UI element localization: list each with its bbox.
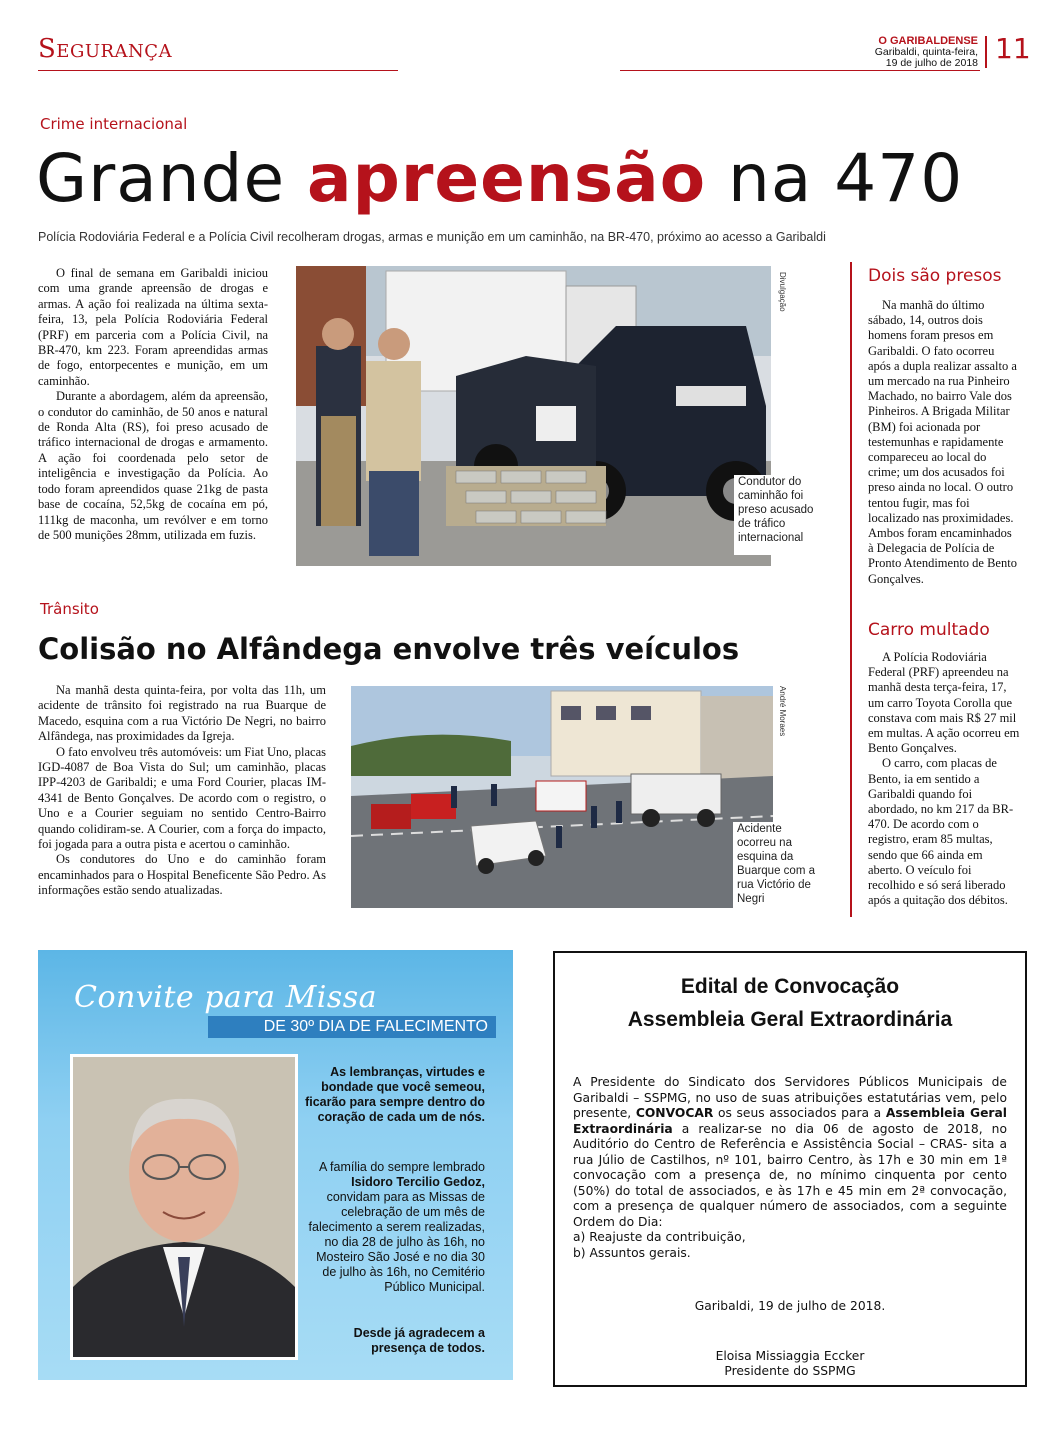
header-rule-left xyxy=(38,70,398,71)
edital-body-a: A Presidente do Sindicato dos Servidores Públicos Municipais de Garibaldi – SSPMG, no uso de suas atribuições estatutárias vem, pelo presente, xyxy=(573,1075,1007,1120)
article1-paragraph: Durante a abordagem, além da apreensão, o condutor do caminhão, de 50 anos e natural de Ronda Alta (RS), foi preso acusado de tráfico internacional de drogas e armamento. A ação foi coordenada pelo setor de inteligência e investigação da Polícia. Ao todo foram apreendidos quase 21kg de pasta base de cocaína, 52,5kg de cocaína em pó, 111kg de maconha, um revólver e em torno de 500 munições 28mm, utilizada em fuzis. xyxy=(38,389,268,542)
edital-item: a) Reajuste da contribuição, xyxy=(573,1230,746,1244)
edital-convocar: CONVOCAR xyxy=(635,1106,714,1120)
article2-paragraph: O fato envolveu três automóveis: um Fiat Uno, placas IGD-4087 de Boa Vista do Sul; um caminhão, placas IPP-4203 de Garibaldi; e uma Ford Courier, placas IM-4341 de Bento Gonçalves. De acordo com o registro, o Uno e a Courier seguiam no sentido Centro-Bairro quando colidiram-se. A Courier, com a força do impacto, foi jogada para a outra pista e acertou o caminhão. xyxy=(38,744,326,852)
edital-date: Garibaldi, 19 de julho de 2018. xyxy=(694,1299,886,1313)
ad-band: DE 30º DIA DE FALECIMENTO xyxy=(208,1016,496,1038)
article2-photo xyxy=(351,686,773,908)
article1-caption: Condutor do caminhão foi preso acusado de tráfico internacional xyxy=(734,475,816,555)
article2-paragraph: Na manhã desta quinta-feira, por volta das 11h, um acidente de trânsito foi registrado na rua Buarque de Macedo, esquina com a rua Victório De Negri, no bairro Alfândega, nas proximidades da Igreja. xyxy=(38,683,326,744)
ad-script-title: Convite para Missa xyxy=(74,980,378,1015)
ad-portrait xyxy=(70,1054,298,1360)
article2-body xyxy=(38,683,326,899)
article2-caption: Acidente ocorreu na esquina da Buarque com a rua Victório de Negri xyxy=(733,822,819,908)
sidebar1-title: Dois são presos xyxy=(868,266,1002,286)
article1-photo-credit: Divulgação xyxy=(778,272,787,312)
edital-assembleia: Assembleia Geral Extraordinária xyxy=(573,1106,1007,1136)
ad-invite-pre: A família do sempre lembrado xyxy=(318,1160,485,1174)
article2-headline: Colisão no Alfândega envolve três veículos xyxy=(38,632,740,666)
header-rule-right xyxy=(620,70,980,71)
article1-headline xyxy=(36,140,963,217)
edital-item: b) Assuntos gerais. xyxy=(573,1245,691,1260)
page-number-separator xyxy=(985,36,987,68)
article1-body xyxy=(38,266,268,543)
police-seizure-illustration xyxy=(296,266,771,566)
ad-verse: As lembranças, virtudes e bondade que você semeou, ficarão para sempre dentro do coração de cada um de nós. xyxy=(305,1065,485,1124)
accident-scene-illustration xyxy=(351,686,773,908)
edital-body-b: os seus associados para a xyxy=(713,1106,886,1120)
ad-thanks: Desde já agradecem a presença de todos. xyxy=(353,1326,485,1355)
masthead xyxy=(875,36,978,69)
ad-invite-post: convidam para as Missas de celebração de um mês de falecimento a serem realizadas, no dia 28 de julho às 16h, no Mosteiro São José e no dia 30 de julho às 16h, no Cemitério Público Municipal. xyxy=(308,1190,485,1294)
ad-invite xyxy=(300,1160,485,1295)
dateline-line1: Garibaldi, quinta-feira, xyxy=(874,46,978,58)
article1-kicker: Crime internacional xyxy=(40,115,188,133)
edital-title2: Assembleia Geral Extraordinária xyxy=(627,1008,953,1031)
sidebar2-paragraph: A Polícia Rodoviária Federal (PRF) apreendeu na manhã desta terça-feira, 17, um carro Toyota Corolla que constava com mais R$ 27 mil em multas. A ação ocorreu em Bento Gonçalves. xyxy=(868,650,1020,756)
edital-body-c: a realizar-se no dia 06 de agosto de 2018, no Auditório do Centro de Referência e Assistência Social – CRAS- sita a rua Júlio de Castilhos, nº 101, bairro Centro, às 17h e 30 min em 1ª convocação com a presença de, no mínimo cinquenta por cento (50%) do total de associados, e às 17h e 45 min em 2ª convocação, com a presença de qualquer número de associados, com a seguinte Ordem do Dia: xyxy=(573,1121,1007,1229)
edital-box xyxy=(553,951,1027,1387)
article1-paragraph: O final de semana em Garibaldi iniciou com uma grande apreensão de drogas e armas. A ação foi realizada na última sexta-feira, 13, pela Polícia Rodoviária Federal (PRF) em parceria com a Polícia Civil, na BR-470, km 223. Foram apreendidas armas de fogo, entorpecentes e munição, em um caminhão. xyxy=(38,266,268,388)
article1-photo xyxy=(296,266,771,566)
sidebar2-body xyxy=(868,650,1020,908)
ad-deceased-name: Isidoro Tercilio Gedoz, xyxy=(351,1175,485,1189)
edital-signer: Eloisa Missiaggia Eccker xyxy=(715,1349,865,1363)
sidebar-rule xyxy=(850,262,852,917)
edital-body xyxy=(573,1075,1007,1261)
sidebar2-paragraph: O carro, com placas de Bento, ia em sentido a Garibaldi quando foi abordado, no km 217 da BR-470. De acordo com o registro, eram 85 multas, sendo que 66 ainda em aberto. O veículo foi recolhido e só será liberado após a quitação dos débitos. xyxy=(868,756,1014,908)
dateline-line2: 19 de julho de 2018 xyxy=(885,57,978,69)
article2-kicker: Trânsito xyxy=(40,600,99,618)
sidebar2-title: Carro multado xyxy=(868,620,990,640)
mass-invitation-ad xyxy=(38,950,513,1380)
newspaper-name: O GARIBALDENSE xyxy=(878,35,978,47)
article1-subhead: Polícia Rodoviária Federal e a Polícia Civil recolheram drogas, armas e munição em um caminhão, na BR-470, próximo ao acesso a Garibaldi xyxy=(38,230,826,244)
edital-title1: Edital de Convocação xyxy=(680,975,900,998)
headline-part1: Grande xyxy=(36,140,286,217)
section-title: Segurança xyxy=(38,34,173,64)
article2-paragraph: Os condutores do Uno e do caminhão foram encaminhados para o Hospital Beneficente São Pedro. As informações estão sendo atualizadas. xyxy=(38,852,326,898)
sidebar1-text: Na manhã do último sábado, 14, outros dois homens foram presos em Garibaldi. O fato ocorreu após a dupla realizar assalto a um mercado na rua Pinheiro Machado, no bairro Vale dos Pinheiros. A Brigada Militar (BM) foi acionada por testemunhas e rapidamente compareceu ao local do crime; um dos acusados foi preso ainda no local. O outro tentou fugir, mas foi localizado nas proximidades. Ambos foram encaminhados à Delegacia de Polícia de Pronto Atendimento de Bento Gonçalves. xyxy=(868,298,1017,586)
edital-role: Presidente do SSPMG xyxy=(724,1364,856,1378)
headline-part3: na 470 xyxy=(728,140,964,217)
sidebar1-body xyxy=(868,298,1020,587)
headline-part2: apreensão xyxy=(307,140,707,217)
page-number: 11 xyxy=(995,32,1031,65)
article2-photo-credit: André Moraes xyxy=(778,686,787,737)
portrait-illustration xyxy=(73,1057,295,1357)
